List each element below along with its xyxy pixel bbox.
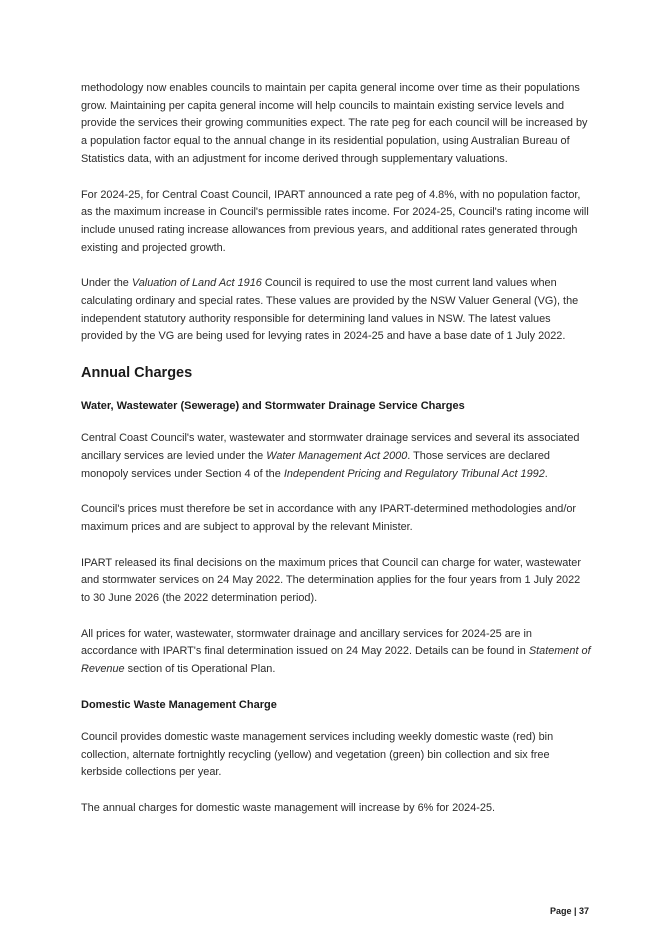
paragraph-water-prices-2024-25: All prices for water, wastewater, stormwater drainage and ancillary services for 2024-25 are in accordance with IPART's final determination issued on 24 May 2022. Details can be found in Statement of Revenue section of tis Operational Plan. xyxy=(81,627,591,676)
paragraph-rate-peg-2024-25: For 2024-25, for Central Coast Council, IPART announced a rate peg of 4.8%, with no population factor, as the maximum increase in Council's permissible rates income. For 2024-25, Council's rating income will include unused rating increase allowances from previous years, and additional rates generated through existing and projected growth. xyxy=(81,188,589,254)
act-name-valuation-of-land: Valuation of Land Act 1916 xyxy=(131,277,262,290)
paragraph-waste-increase: The annual charges for domestic waste management will increase by 6% for 2024-25. xyxy=(81,801,496,814)
page-number: Page | 37 xyxy=(549,906,589,916)
paragraph-water-legislation: Central Coast Council's water, wastewater and stormwater drainage services and several its associated ancillary services are levied under the Water Management Act 2000. Those services are declared monopoly services under Section 4 of the Independent Pricing and Regulatory Tribunal Act 1992. xyxy=(81,432,580,480)
heading-water-charges: Water, Wastewater (Sewerage) and Stormwater Drainage Service Charges xyxy=(81,400,465,413)
heading-domestic-waste: Domestic Waste Management Charge xyxy=(81,698,277,711)
act-name-water-management: Water Management Act 2000 xyxy=(266,449,408,462)
page-content xyxy=(81,80,591,836)
paragraph-water-prices: Council's prices must therefore be set in accordance with any IPART-determined methodologies and/or maximum prices and are subject to approval by the relevant Minister. xyxy=(81,503,577,533)
reference-statement-of-revenue: Statement of Revenue xyxy=(81,645,591,676)
paragraph-rate-peg-methodology: methodology now enables councils to maintain per capita general income over time as their populations grow. Maintaining per capita general income will help councils to maintain existing service levels and provide the services their growing communities expect. The rate peg for each council will be increased by a population factor equal to the annual change in its residential population, using Australian Bureau of Statistics data, with an adjustment for income derived through supplementary valuations. xyxy=(81,82,588,165)
heading-annual-charges: Annual Charges xyxy=(81,365,193,382)
act-name-ipart: Independent Pricing and Regulatory Tribunal Act 1992 xyxy=(283,467,545,480)
paragraph-ipart-decision: IPART released its final decisions on the maximum prices that Council can charge for water, wastewater and stormwater services on 24 May 2022. The determination applies for the four years from 1 July 2022 to 30 June 2026 (the 2022 determination period). xyxy=(81,556,581,605)
paragraph-land-valuation: Under the Valuation of Land Act 1916 Council is required to use the most current land values when calculating ordinary and special rates. These values are provided by the NSW Valuer General (VG), the independent statutory authority responsible for determining land values in NSW. The latest values provided by the VG are being used for levying rates in 2024-25 and have a base date of 1 July 2022. xyxy=(81,277,579,343)
paragraph-waste-services: Council provides domestic waste management services including weekly domestic waste (red) bin collection, alternate fortnightly recycling (yellow) and vegetation (green) bin collection and six free kerbside collections per year. xyxy=(81,730,554,779)
